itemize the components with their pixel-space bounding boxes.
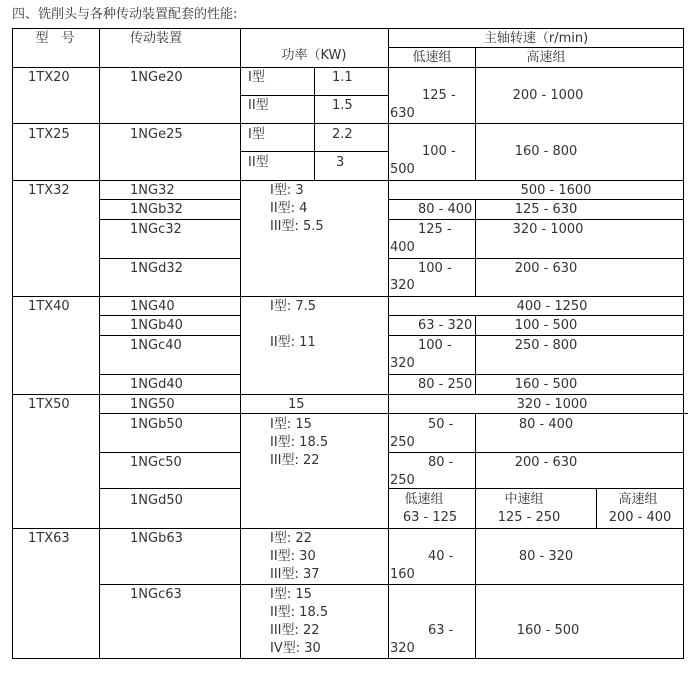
- row-divider: [12, 394, 684, 395]
- low-speed-value: 125 -: [418, 222, 452, 237]
- speed-value: 320 - 1000: [516, 397, 588, 412]
- model-cell: 1TX32: [28, 183, 70, 198]
- power-value: 1.5: [332, 98, 353, 113]
- power-line: II型: 11: [270, 335, 316, 350]
- drive-cell: 1NGc63: [130, 587, 182, 602]
- cell-divider: [99, 258, 240, 259]
- low-speed-value: 40 -: [428, 549, 454, 564]
- col-divider: [99, 28, 100, 659]
- power-type: II型: [248, 98, 269, 113]
- low-speed-value: 250: [390, 473, 415, 488]
- model-cell: 1TX25: [28, 127, 70, 142]
- row-divider: [12, 67, 684, 68]
- drive-cell: 1NGc40: [130, 338, 182, 353]
- col-divider: [388, 28, 389, 659]
- low-speed-value: 160: [390, 567, 415, 582]
- header-high-speed: 高速组: [526, 50, 566, 65]
- drive-cell: 1NGd50: [130, 493, 183, 508]
- low-speed-value: 500: [390, 162, 415, 177]
- power-line: II型: 18.5: [270, 435, 329, 450]
- low-speed-value: 80 - 400: [418, 202, 473, 217]
- cell-divider: [388, 199, 684, 200]
- low-speed-value: 100 -: [422, 144, 456, 159]
- low-speed-value: 80 - 250: [418, 377, 473, 392]
- col-divider: [475, 528, 476, 659]
- high-speed-value: 160 - 500: [514, 377, 578, 392]
- cell-divider: [240, 584, 684, 585]
- power-line: IV型: 30: [270, 641, 321, 656]
- power-value: 15: [288, 397, 305, 412]
- cell-divider: [99, 452, 240, 453]
- power-line: I型: 3: [270, 183, 304, 198]
- cell-divider: [388, 315, 684, 316]
- cell-divider: [388, 452, 684, 453]
- cell-divider: [388, 374, 684, 375]
- row-divider: [12, 180, 684, 181]
- cell-divider: [99, 335, 240, 336]
- power-line: I型: 15: [270, 587, 312, 602]
- header-speed: 主轴转速（r/min): [483, 31, 589, 46]
- low-speed-value: 125 -: [422, 88, 456, 103]
- drive-cell: 1NG40: [130, 299, 175, 314]
- cell-divider: [99, 315, 240, 316]
- low-speed-value: 400: [390, 240, 415, 255]
- power-value: 3: [336, 155, 345, 170]
- model-cell: 1TX20: [28, 70, 70, 85]
- col-divider: [475, 200, 476, 296]
- power-line: III型: 22: [270, 623, 320, 638]
- high-speed-value: 320 - 1000: [512, 222, 584, 237]
- high-speed-value: 200 - 1000: [512, 88, 584, 103]
- drive-cell: 1NGb40: [130, 318, 183, 333]
- power-type: I型: [248, 127, 265, 142]
- drive-cell: 1NGe25: [130, 127, 183, 142]
- sub-header-low: 低速组: [404, 492, 444, 507]
- table-border: [12, 28, 684, 29]
- header-divider: [388, 47, 684, 48]
- high-speed-value: 100 - 500: [514, 318, 578, 333]
- power-line: II型: 30: [270, 549, 316, 564]
- cell-divider: [99, 488, 240, 489]
- high-speed-value: 160 - 800: [514, 144, 578, 159]
- model-cell: 1TX50: [28, 397, 70, 412]
- high-speed-value: 125 - 630: [514, 202, 578, 217]
- header-low-speed: 低速组: [412, 50, 452, 65]
- low-speed-value: 100 -: [418, 338, 452, 353]
- cell-divider: [240, 95, 388, 96]
- drive-cell: 1NGc32: [130, 222, 182, 237]
- row-divider: [12, 123, 684, 124]
- low-speed-value: 63 -: [428, 623, 454, 638]
- drive-cell: 1NG32: [130, 183, 175, 198]
- header-drive: 传动装置: [130, 31, 183, 46]
- low-speed-value: 630: [390, 106, 415, 121]
- power-line: III型: 37: [270, 567, 320, 582]
- header-model: 型 号: [35, 31, 75, 46]
- cell-divider: [99, 219, 240, 220]
- cell-divider: [388, 335, 684, 336]
- high-speed-value: 80 - 320: [518, 549, 574, 564]
- row-divider: [12, 528, 684, 529]
- power-line: I型: 22: [270, 531, 312, 546]
- high-speed-value: 250 - 800: [514, 338, 578, 353]
- low-speed-value: 63 - 125: [402, 510, 458, 525]
- high-speed-value: 160 - 500: [516, 623, 580, 638]
- power-type: I型: [248, 70, 265, 85]
- low-speed-value: 250: [390, 435, 415, 450]
- drive-cell: 1NGd40: [130, 377, 183, 392]
- power-type: II型: [248, 155, 269, 170]
- drive-cell: 1NGb32: [130, 202, 183, 217]
- header-power: 功率（KW): [281, 48, 347, 63]
- low-speed-value: 320: [390, 356, 415, 371]
- model-cell: 1TX63: [28, 531, 70, 546]
- power-line: I型: 15: [270, 417, 312, 432]
- col-divider: [240, 28, 241, 659]
- drive-cell: 1NGc50: [130, 455, 182, 470]
- power-line: I型: 7.5: [270, 299, 317, 314]
- drive-cell: 1NGe20: [130, 70, 183, 85]
- speed-value: 500 - 1600: [520, 183, 592, 198]
- cell-divider: [99, 413, 688, 414]
- col-divider: [475, 47, 476, 180]
- cell-divider: [388, 258, 684, 259]
- power-value: 1.1: [332, 70, 353, 85]
- cell-divider: [240, 151, 388, 152]
- row-divider: [12, 296, 684, 297]
- high-speed-value: 200 - 400: [608, 510, 672, 525]
- cell-divider: [388, 488, 684, 489]
- power-line: II型: 4: [270, 201, 308, 216]
- drive-cell: 1NGb63: [130, 531, 183, 546]
- power-value: 2.2: [332, 127, 353, 142]
- low-speed-value: 50 -: [428, 417, 454, 432]
- drive-cell: 1NG50: [130, 397, 175, 412]
- cell-divider: [314, 67, 315, 180]
- high-speed-value: 200 - 630: [514, 455, 578, 470]
- sub-header-high: 高速组: [618, 492, 658, 507]
- cell-divider: [388, 219, 684, 220]
- power-line: III型: 22: [270, 453, 320, 468]
- cell-divider: [99, 374, 240, 375]
- cell-divider: [99, 199, 240, 200]
- power-line: II型: 18.5: [270, 605, 329, 620]
- low-speed-value: 63 - 320: [418, 318, 473, 333]
- section-heading: 四、铣削头与各种传动装置配套的性能:: [12, 7, 238, 22]
- high-speed-value: 200 - 630: [514, 261, 578, 276]
- mid-speed-value: 125 - 250: [497, 510, 561, 525]
- col-divider: [596, 488, 597, 528]
- col-divider: [475, 316, 476, 394]
- cell-divider: [99, 584, 240, 585]
- low-speed-value: 80 -: [428, 455, 454, 470]
- drive-cell: 1NGb50: [130, 417, 183, 432]
- sub-header-mid: 中速组: [504, 492, 544, 507]
- speed-value: 400 - 1250: [516, 299, 588, 314]
- low-speed-value: 320: [390, 641, 415, 656]
- col-divider: [475, 488, 476, 528]
- power-line: III型: 5.5: [270, 219, 324, 234]
- high-speed-value: 80 - 400: [518, 417, 574, 432]
- low-speed-value: 320: [390, 278, 415, 293]
- low-speed-value: 100 -: [418, 261, 452, 276]
- table-border: [12, 658, 684, 659]
- model-cell: 1TX40: [28, 299, 70, 314]
- drive-cell: 1NGd32: [130, 261, 183, 276]
- col-divider: [475, 414, 476, 488]
